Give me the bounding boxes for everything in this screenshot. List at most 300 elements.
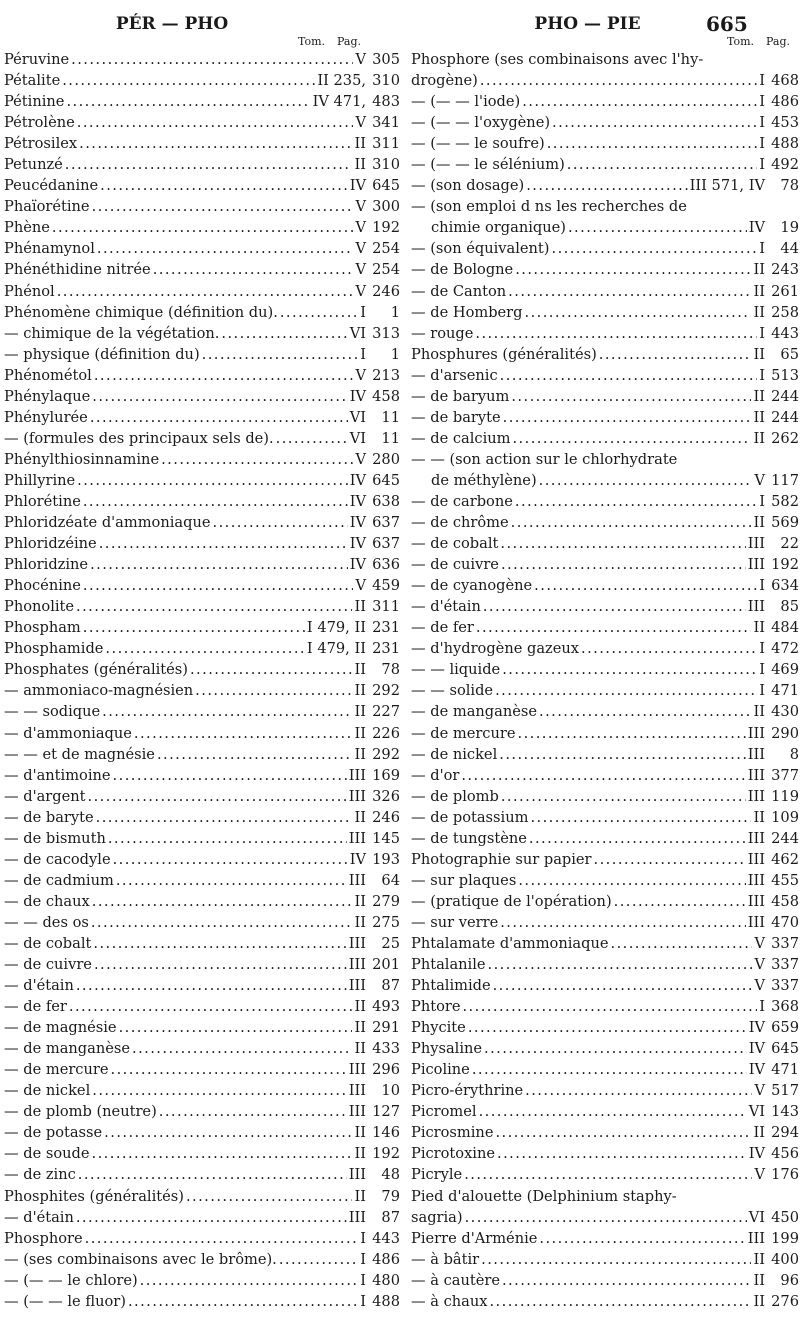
dot-leader [581,638,757,659]
dot-leader [96,807,353,828]
dot-leader [547,133,758,154]
entry-page: 400 [771,1250,799,1268]
entry-volume: II [354,808,366,826]
entry-term: Phonolite [4,598,75,616]
entry-term: de méthylène) [431,471,537,489]
dot-leader [92,386,347,407]
col-header-tom-left: Tom. [298,35,326,48]
dot-leader [113,765,347,786]
entry-page: 443 [771,324,799,342]
entry-volume: I [759,72,765,90]
entry-page: 326 [372,787,400,805]
dot-leader [113,849,348,870]
entry-volume: V [754,977,765,995]
entry-volume: II [753,1292,765,1310]
index-entry [4,1017,400,1038]
entry-volume: II [753,808,765,826]
entry-term: Petunzé [4,156,63,174]
entry-page: 226 [372,724,400,742]
entry-page: 11 [381,429,400,447]
entry-volume: IV [349,177,366,195]
entry-term: — rouge [411,324,474,342]
entry-term: Phtore [411,998,461,1016]
entry-page: 261 [771,282,799,300]
entry-volume: III [747,913,765,931]
entry-volume: I [759,640,765,658]
dot-leader [153,259,354,280]
entry-volume: IV [748,1145,765,1163]
index-entry [411,407,799,428]
index-entry [4,1186,400,1207]
index-entry [4,154,400,175]
entry-term: — de manganèse [4,1040,130,1058]
dot-leader [489,1291,751,1312]
entry-term: Phosphamide [4,640,104,658]
dot-leader [525,302,752,323]
dot-leader [83,575,354,596]
index-entry [411,1186,799,1207]
index-entry [411,933,799,954]
index-entry [4,386,400,407]
dot-leader [104,1122,352,1143]
dot-leader [479,1101,747,1122]
dot-leader [488,954,753,975]
entry-term: — de baryte [4,808,94,826]
entry-volume: V [355,219,366,237]
entry-term: Picrosmine [411,1124,494,1142]
entry-term: — chimique de la végétation. [4,324,220,342]
dot-leader [539,470,753,491]
index-entry [4,281,400,302]
dot-leader [495,1122,751,1143]
entry-volume: III [747,787,765,805]
entry-term: — d'argent [4,787,86,805]
entry-volume: VI [349,429,366,447]
index-entry [4,238,400,259]
index-entry [4,533,400,554]
entry-term: — de cuivre [411,556,499,574]
entry-page: 143 [771,1103,799,1121]
entry-volume: V [754,1166,765,1184]
entry-page: 10 [381,1082,400,1100]
dot-leader [511,386,751,407]
entry-volume: II [753,261,765,279]
entry-term: — d'arsenic [411,366,498,384]
entry-volume: II [354,892,366,910]
entry-volume: I 479, II [306,619,366,637]
entry-page: 231 [372,619,400,637]
entry-page [765,449,799,470]
entry-page: 313 [372,324,400,342]
entry-page [765,196,799,217]
entry-volume: II [354,1040,366,1058]
entry-volume: III [747,829,765,847]
index-entry [411,1143,799,1164]
index-entry [4,1270,400,1291]
entry-term: Phtalanile [411,956,486,974]
entry-term: Phloridzéate d'ammoniaque [4,514,211,532]
entry-term: — de manganèse [411,703,537,721]
entry-volume: V [355,450,366,468]
index-entry [411,870,799,891]
entry-volume: II [354,1187,366,1205]
dot-leader [190,659,353,680]
dot-leader [91,912,353,933]
entry-volume: III [348,871,366,889]
entry-page: 1 [390,303,400,321]
entry-page: 254 [372,261,400,279]
entry-page: 337 [771,934,799,952]
index-entry [4,449,400,470]
dot-leader [679,1186,763,1207]
index-entry [411,281,799,302]
entry-page: 486 [372,1250,400,1268]
dot-leader [518,870,745,891]
dot-leader [93,933,346,954]
dot-leader [65,154,353,175]
index-entry [4,302,400,323]
index-entry [411,491,799,512]
index-entry [411,70,799,91]
dot-leader [221,323,347,344]
index-entry [4,407,400,428]
index-entry [411,196,799,217]
index-entry [411,1080,799,1101]
entry-term: — (son emploi d ns les recherches de [411,198,687,216]
dot-leader [481,1249,751,1270]
entry-page: 79 [381,1187,400,1205]
entry-term: — (— — l'oxygène) [411,114,551,132]
entry-term: Phosphore (ses combinaisons avec l'hy- [411,51,704,68]
dot-leader [94,954,347,975]
entry-term: — de Homberg [411,303,523,321]
entry-page: 19 [780,219,799,237]
entry-term: — de cadmium [4,871,114,889]
entry-volume: IV [349,514,366,532]
entry-volume: II [753,703,765,721]
entry-volume: III [747,745,765,763]
entry-term: — — sodique [4,703,101,721]
index-entry [411,680,799,701]
entry-page: 341 [372,114,400,132]
index-entry [411,596,799,617]
entry-volume: III [747,724,765,742]
entry-term: — physique (définition du) [4,345,200,363]
entry-page: 645 [372,471,400,489]
dot-leader [213,512,348,533]
entry-volume: II [753,1124,765,1142]
dot-leader [526,175,687,196]
entry-term: — de soude [4,1145,90,1163]
index-column-right [411,49,799,1312]
entry-page: 48 [381,1166,400,1184]
index-entry [411,701,799,722]
entry-term: — de chaux [4,892,90,910]
entry-page: 44 [780,240,799,258]
dot-leader [502,659,757,680]
index-entry [4,807,400,828]
entry-volume: II [354,1019,366,1037]
index-entry [4,323,400,344]
entry-page: 645 [372,177,400,195]
dot-leader [480,70,757,91]
index-entry [411,1164,799,1185]
index-entry [411,975,799,996]
entry-volume: I [360,345,366,363]
entry-volume: III 571, IV [689,177,765,195]
dot-leader [100,175,348,196]
dot-leader [92,891,353,912]
entry-term: Picro-érythrine [411,1082,524,1100]
dot-leader [472,1059,747,1080]
entry-volume: V [355,282,366,300]
index-entry [411,891,799,912]
index-entry [411,828,799,849]
index-entry [4,112,400,133]
entry-term: — (son équivalent) [411,240,550,258]
entry-volume: III [747,535,765,553]
dot-leader [705,49,763,70]
entry-term: — de plomb (neutre) [4,1103,157,1121]
index-entry [411,1017,799,1038]
dot-leader [689,196,763,217]
entry-page: 145 [372,829,400,847]
entry-page: 459 [372,577,400,595]
entry-term: Phénylthiosinnamine [4,450,160,468]
entry-volume: IV [748,219,765,237]
dot-leader [157,744,353,765]
entry-volume: V [355,114,366,132]
index-entry [411,1270,799,1291]
dot-leader [90,554,348,575]
index-entry [411,765,799,786]
entry-term: Photographie sur papier [411,850,592,868]
dot-leader [99,533,348,554]
index-entry [4,870,400,891]
entry-page: 87 [381,1208,400,1226]
entry-volume: I [759,114,765,132]
entry-term: — de tungstène [411,829,527,847]
entry-volume: VI [349,408,366,426]
entry-page: 443 [372,1229,400,1247]
entry-term: Phène [4,219,50,237]
dot-leader [594,849,746,870]
index-entry [4,701,400,722]
entry-term: — de Bologne [411,261,514,279]
dot-leader [508,281,751,302]
entry-term: — d'hydrogène gazeux [411,640,579,658]
entry-term: — de calcium [411,429,511,447]
entry-page [765,1186,799,1207]
entry-page: 659 [771,1019,799,1037]
dot-leader [567,154,757,175]
entry-term: Physaline [411,1040,483,1058]
entry-volume: V [355,366,366,384]
dot-leader [525,1080,752,1101]
entry-term: Phénylurée [4,408,88,426]
entry-page: 117 [771,471,799,489]
entry-volume: I [360,1271,366,1289]
entry-page: 244 [771,829,799,847]
index-entry [411,175,799,196]
entry-term: Pétrolène [4,114,75,132]
entry-volume: II [354,1145,366,1163]
entry-term: — de carbone [411,492,513,510]
index-entry [4,344,400,365]
entry-volume: II [354,156,366,174]
entry-page: 450 [771,1208,799,1226]
entry-volume: III [348,1082,366,1100]
index-entry [411,365,799,386]
entry-term: — d'étain [411,598,481,616]
index-entry [4,723,400,744]
index-entry [411,1291,799,1312]
entry-volume: I [759,661,765,679]
entry-volume: IV [748,1061,765,1079]
dot-leader [614,891,746,912]
entry-page: 294 [771,1124,799,1142]
entry-term: Picrotoxine [411,1145,496,1163]
index-entry [411,1038,799,1059]
dot-leader [500,533,745,554]
entry-volume: V [754,471,765,489]
entry-page: 492 [771,156,799,174]
index-entry [411,786,799,807]
dot-leader [76,596,352,617]
index-entry [4,512,400,533]
col-header-pag-right: Pag. [766,35,791,48]
entry-term: — de bismuth [4,829,106,847]
entry-volume: III [348,977,366,995]
entry-volume: IV [349,850,366,868]
entry-volume: III [747,850,765,868]
entry-volume: I [360,303,366,321]
entry-volume: V [355,261,366,279]
index-entry [411,533,799,554]
dot-leader [66,91,310,112]
index-entry [4,912,400,933]
dot-leader [511,512,752,533]
entry-volume: II [354,1124,366,1142]
dot-leader [90,407,348,428]
dot-leader [502,1270,752,1291]
entry-term: — de plomb [411,787,499,805]
dot-leader [119,1017,353,1038]
index-entry [4,744,400,765]
entry-volume: II [354,598,366,616]
dot-leader [92,1143,353,1164]
entry-term: — sur verre [411,913,499,931]
entry-volume: I [360,1250,366,1268]
entry-term: — d'or [411,766,460,784]
entry-page: 192 [771,556,799,574]
entry-volume: III [747,598,765,616]
entry-page: 456 [771,1145,799,1163]
entry-page: 78 [381,661,400,679]
dot-leader [102,701,352,722]
entry-volume: III [348,1061,366,1079]
entry-page: 638 [372,492,400,510]
entry-term: Phénomène chimique (définition du). [4,303,278,321]
dot-leader [132,1038,352,1059]
entry-term: — de potasse [4,1124,103,1142]
entry-term: — à bâtir [411,1250,480,1268]
entry-term: Phycite [411,1019,466,1037]
entry-page: 292 [372,682,400,700]
entry-volume: II [354,661,366,679]
entry-page: 493 [372,998,400,1016]
entry-term: — de chrôme [411,514,509,532]
entry-term: Phospham [4,619,81,637]
entry-page: 227 [372,703,400,721]
entry-page: 310 [372,72,400,90]
index-entry [411,807,799,828]
entry-page: 645 [771,1040,799,1058]
entry-volume: II [753,1250,765,1268]
entry-page: 488 [771,135,799,153]
index-entry [411,217,799,238]
entry-volume: III [747,766,765,784]
entry-page: 78 [780,177,799,195]
entry-term: Pierre d'Arménie [411,1229,538,1247]
entry-term: Phosphore [4,1229,83,1247]
entry-term: — de cobalt [411,535,499,553]
index-entry [4,554,400,575]
index-entry [411,512,799,533]
dot-leader [515,259,751,280]
entry-term: — de nickel [4,1082,91,1100]
entry-volume: IV [349,492,366,510]
entry-volume: IV [349,535,366,553]
index-entry [411,575,799,596]
entry-volume: IV [349,556,366,574]
entry-term: Phlorétine [4,492,81,510]
entry-page: 296 [372,1061,400,1079]
entry-page: 458 [372,387,400,405]
index-entry [4,1291,400,1312]
entry-page: 193 [372,850,400,868]
dot-leader [134,723,353,744]
entry-volume: II [354,135,366,153]
entry-volume: III [348,1208,366,1226]
index-entry [411,996,799,1017]
index-entry [4,1101,400,1122]
dot-leader [195,680,352,701]
dot-leader [552,238,758,259]
entry-term: Phtalimide [411,977,491,995]
entry-page: 243 [771,261,799,279]
entry-volume: II [753,514,765,532]
index-entry [4,975,400,996]
entry-term: — d'antimoine [4,766,111,784]
dot-leader [186,1186,353,1207]
dot-leader [76,975,347,996]
entry-page: 8 [789,745,799,763]
entry-term: — de fer [411,619,474,637]
entry-volume: I [759,492,765,510]
index-entry [4,259,400,280]
entry-page: 300 [372,198,400,216]
dot-leader [77,470,348,491]
dot-leader [116,870,347,891]
entry-term: Phosphates (généralités) [4,661,188,679]
entry-page: 480 [372,1271,400,1289]
dot-leader [552,112,757,133]
entry-term: — (ses combinaisons avec le brôme). [4,1250,277,1268]
dot-leader [108,828,347,849]
index-entry [4,596,400,617]
index-entry [411,638,799,659]
